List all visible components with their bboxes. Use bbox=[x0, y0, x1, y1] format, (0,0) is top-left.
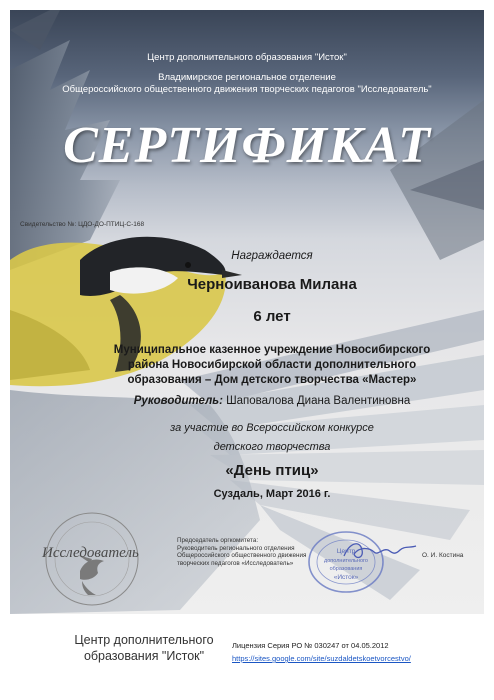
institution-line-1: Муниципальное казенное учреждение Новосибирского bbox=[113, 344, 431, 356]
institution-line-3: образования – Дом детского творчества «Мастер» bbox=[127, 374, 417, 386]
logo-name: Исследователь bbox=[42, 545, 139, 561]
license-text: Лицензия Серия РО № 030247 от 04.05.2012 bbox=[232, 641, 389, 650]
signature-line-2: Руководитель регионального отделения bbox=[177, 544, 295, 552]
svg-text:Центр: Центр bbox=[336, 548, 356, 555]
participation-line-2: детского творчества bbox=[213, 441, 331, 453]
footer-org-line-2: образования "Исток" bbox=[83, 649, 205, 663]
svg-text:образования: образования bbox=[329, 566, 363, 572]
certificate-number: Свидетельство №: ЦДО-ДО-ПТИЦ-С-168 bbox=[20, 221, 145, 228]
svg-text:«Исток»: «Исток» bbox=[333, 574, 359, 581]
contest-name: «День птиц» bbox=[225, 462, 319, 479]
certificate-title: СЕРТИФИКАТ bbox=[63, 117, 431, 174]
signature-line-1: Председатель оргкомитета: bbox=[177, 537, 259, 544]
recipient-age: 6 лет bbox=[253, 308, 291, 325]
place-date: Суздаль, Март 2016 г. bbox=[213, 488, 331, 500]
participation-line-1: за участие во Всероссийском конкурсе bbox=[170, 422, 374, 434]
certificate bbox=[10, 10, 484, 614]
institution-line-2: района Новосибирской области дополнительного bbox=[127, 359, 417, 371]
supervisor-label: Руководитель: bbox=[133, 395, 223, 407]
signer-name: О. И. Костина bbox=[422, 552, 464, 559]
branch-line-1: Владимирское региональное отделение bbox=[158, 72, 336, 83]
awarded-label: Награждается bbox=[231, 250, 313, 262]
supervisor-name: Шаповалова Диана Валентиновна bbox=[226, 395, 411, 407]
branch-line-2: Общероссийского общественного движения творческих педагогов "Исследователь" bbox=[62, 84, 432, 95]
recipient-name: Черноиванова Милана bbox=[187, 276, 357, 293]
website-link[interactable]: https://sites.google.com/site/suzdaldetskoetvorcestvo/ bbox=[232, 654, 411, 663]
handwritten-signature bbox=[340, 536, 420, 566]
organization-header: Центр дополнительного образования "Исток" bbox=[147, 52, 347, 63]
institution bbox=[70, 343, 474, 388]
signature-line-3: Общероссийского общественного движения bbox=[177, 552, 307, 560]
footer-org-line-1: Центр дополнительного bbox=[74, 633, 214, 647]
signature-line-4: творческих педагогов «Исследователь» bbox=[177, 559, 294, 567]
branch-header bbox=[10, 72, 484, 96]
participation-text bbox=[70, 419, 474, 457]
footer-organization bbox=[62, 632, 226, 664]
svg-text:дополнительного: дополнительного bbox=[324, 558, 368, 564]
supervisor bbox=[70, 395, 474, 407]
signature-block bbox=[177, 537, 306, 567]
